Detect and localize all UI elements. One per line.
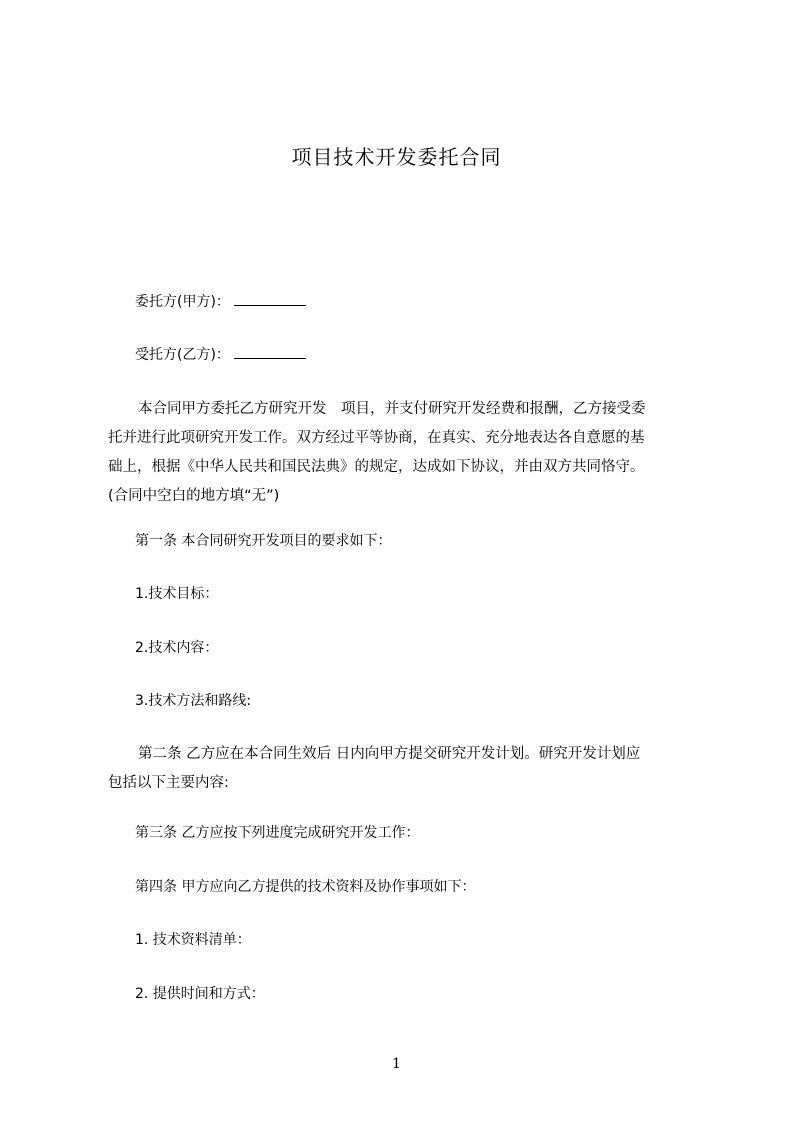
- article-2-paragraph: [108, 740, 704, 798]
- article-3-heading: 第三条 乙方应按下列进度完成研究开发工作：: [135, 825, 420, 841]
- intro-paragraph: [108, 395, 704, 511]
- intro-line-2: 托并进行此项研究开发工作。双方经过平等协商，在真实、充分地表达各自意愿的基: [108, 430, 645, 446]
- article-1-item-1: 1.技术目标：: [135, 586, 219, 602]
- article-1-heading: 第一条 本合同研究开发项目的要求如下：: [135, 533, 392, 549]
- article-1-item-2: 2.技术内容：: [135, 640, 219, 656]
- article-2-line-2: 包括以下主要内容:: [108, 775, 229, 791]
- party-a-blank: [234, 291, 306, 306]
- party-a-line: [135, 291, 306, 312]
- article-4-heading: 第四条 甲方应向乙方提供的技术资料及协作事项如下：: [135, 879, 476, 895]
- page-number: 1: [392, 1056, 401, 1072]
- party-b-line: [135, 344, 306, 365]
- article-4-item-2: 2. 提供时间和方式：: [135, 986, 265, 1002]
- intro-line-3: 础上，根据《中华人民共和国民法典》的规定，达成如下协议，并由双方共同恪守。: [108, 459, 645, 475]
- document-title: 项目技术开发委托合同: [291, 145, 502, 169]
- article-4-item-1: 1. 技术资料清单：: [135, 932, 251, 948]
- article-1-item-3: 3.技术方法和路线:: [135, 693, 252, 709]
- party-b-blank: [234, 344, 306, 359]
- party-a-label: 委托方(甲方)：: [135, 294, 230, 310]
- article-2-line-1: 第二条 乙方应在本合同生效后 日内向甲方提交研究开发计划。研究开发计划应: [138, 746, 641, 762]
- party-b-label: 受托方(乙方)：: [135, 347, 230, 363]
- intro-line-1: 本合同甲方委托乙方研究开发 项目，并支付研究开发经费和报酬，乙方接受委: [138, 401, 646, 417]
- intro-line-4: (合同中空白的地方填“无”): [108, 488, 280, 504]
